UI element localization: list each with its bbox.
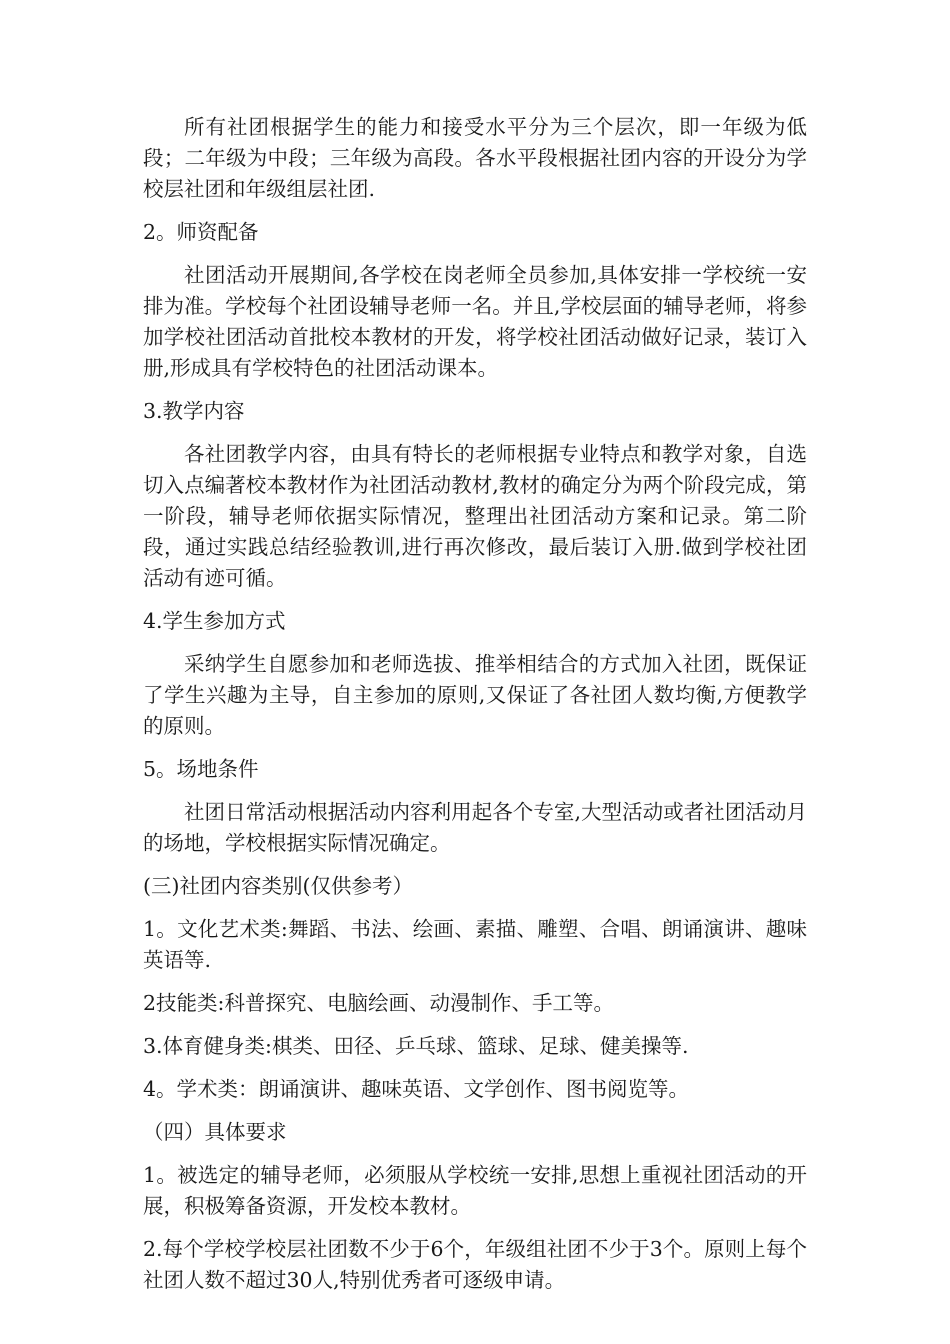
list-item-culture-arts: 1。文化艺术类:舞蹈、书法、绘画、素描、雕塑、合唱、朗诵演讲、趣味英语等. [143, 917, 807, 972]
heading-venue-conditions: 5。场地条件 [143, 757, 259, 781]
document-body [143, 112, 807, 1308]
heading-club-categories: (三)社团内容类别(仅供参考） [143, 874, 413, 898]
heading-teaching-content: 3.教学内容 [143, 399, 245, 423]
paragraph-tier-levels: 所有社团根据学生的能力和接受水平分为三个层次，即一年级为低段；二年级为中段；三年级为高段。各水平段根据社团内容的开设分为学校层社团和年级组层社团. [143, 115, 807, 201]
heading-teacher-allocation: 2。师资配备 [143, 220, 259, 244]
heading-specific-requirements: （四）具体要求 [143, 1120, 287, 1144]
list-item-academic: 4。学术类：朗诵演讲、趣味英语、文学创作、图书阅览等。 [143, 1077, 690, 1101]
paragraph-student-participation: 采纳学生自愿参加和老师选拔、推举相结合的方式加入社团，既保证了学生兴趣为主导，自主参加的原则,又保证了各社团人数均衡,方便教学的原则。 [143, 652, 807, 738]
list-item-sports: 3.体育健身类:棋类、田径、乒乓球、篮球、足球、健美操等. [143, 1034, 689, 1058]
paragraph-teaching-content: 各社团教学内容，由具有特长的老师根据专业特点和教学对象，自选切入点编著校本教材作为社团活动教材,教材的确定分为两个阶段完成，第一阶段，辅导老师依据实际情况，整理出社团活动方案和记录。第二阶段，通过实践总结经验教训,进行再次修改，最后装订入册.做到学校社团活动有迹可循。 [143, 442, 807, 590]
paragraph-venue-conditions: 社团日常活动根据活动内容利用起各个专室,大型活动或者社团活动月的场地，学校根据实际情况确定。 [143, 800, 807, 855]
heading-student-participation: 4.学生参加方式 [143, 609, 286, 633]
paragraph-teacher-allocation: 社团活动开展期间,各学校在岗老师全员参加,具体安排一学校统一安排为准。学校每个社团设辅导老师一名。并且,学校层面的辅导老师，将参加学校社团活动首批校本教材的开发，将学校社团活动做好记录，装订入册,形成具有学校特色的社团活动课本。 [143, 263, 807, 380]
list-item-requirement-1: 1。被选定的辅导老师，必须服从学校统一安排,思想上重视社团活动的开展，积极筹备资源，开发校本教材。 [143, 1163, 807, 1218]
list-item-requirement-2: 2.每个学校学校层社团数不少于6个，年级组社团不少于3个。原则上每个社团人数不超过30人,特别优秀者可逐级申请。 [143, 1237, 807, 1292]
list-item-skills: 2技能类:科普探究、电脑绘画、动漫制作、手工等。 [143, 991, 614, 1015]
